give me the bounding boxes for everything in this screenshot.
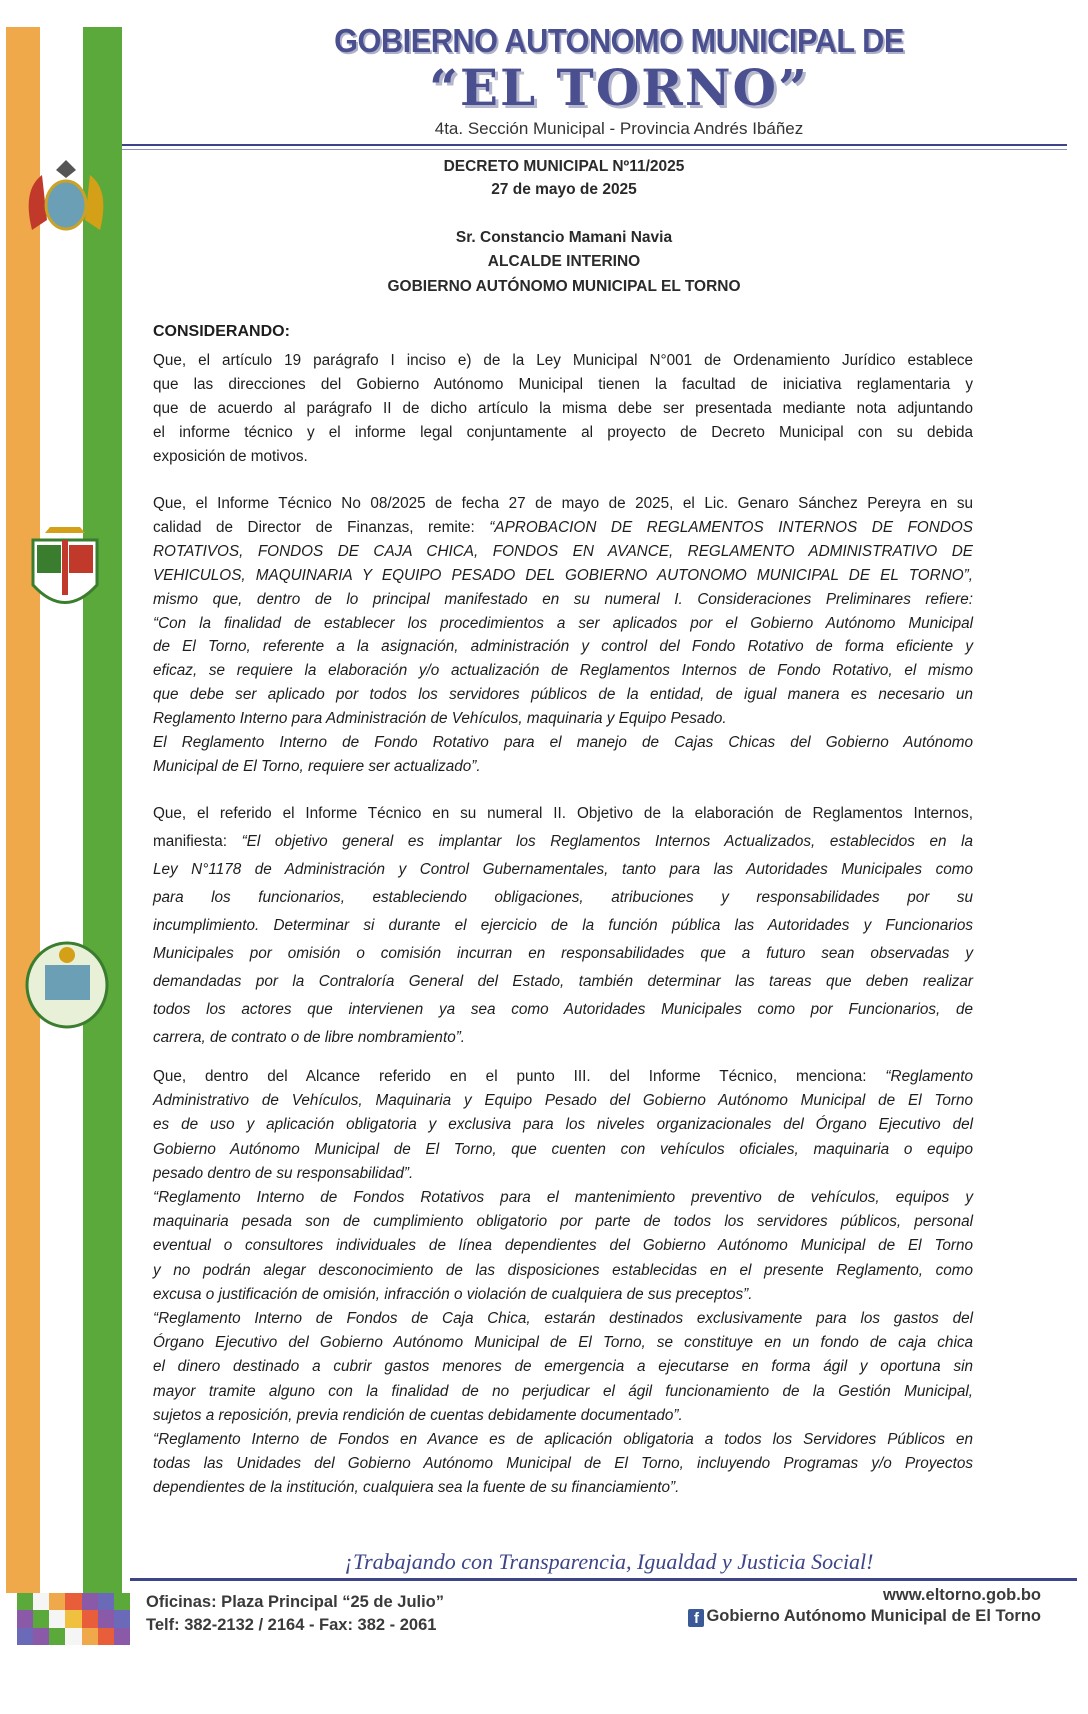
text-line xyxy=(153,588,973,612)
quoted-text: para los funcionarios, estableciendo obligaciones, atribuciones y responsabilidades por su xyxy=(153,889,973,906)
wiphala-cell xyxy=(17,1628,33,1645)
wiphala-cell xyxy=(114,1628,130,1645)
body-text: que las direcciones del Gobierno Autónomo Municipal tienen la facultad de iniciativa reglamentaria y xyxy=(153,376,973,393)
text-line xyxy=(153,996,973,1024)
footer-phones: Telf: 382-2132 / 2164 - Fax: 382 - 2061 xyxy=(146,1616,437,1634)
facebook-icon: f xyxy=(688,1609,704,1627)
text-line xyxy=(153,540,973,564)
signatory-institution: GOBIERNO AUTÓNOMO MUNICIPAL EL TORNO xyxy=(387,278,741,295)
body-text: Que, el Informe Técnico No 08/2025 de fecha 27 de mayo de 2025, el Lic. Genaro Sánchez Pereyra en su xyxy=(153,495,973,512)
quoted-text: que debe ser aplicado por todos los servidores públicos de la entidad, de igual manera es necesario un xyxy=(153,686,973,704)
quoted-text: Municipales por omisión o comisión incurran en responsabilidades que a futuro sean observadas y xyxy=(153,945,973,962)
text-line xyxy=(153,516,973,540)
text-line xyxy=(153,349,973,373)
quoted-text: VEHICULOS, MAQUINARIA Y EQUIPO PESADO DEL GOBIERNO AUTONOMO MUNICIPAL DE EL TORNO”, xyxy=(153,566,973,584)
header-divider xyxy=(122,144,1067,146)
quoted-text: y no podrán alegar desconocimiento de las disposiciones establecidas en el presente Reglamento, como xyxy=(153,1261,973,1279)
wiphala-cell xyxy=(17,1610,33,1627)
wiphala-cell xyxy=(98,1628,114,1645)
quoted-text: incumplimiento. Determinar si durante el ejercicio de la función pública las Autoridades y Funcionarios xyxy=(153,917,973,934)
bolivia-coat-of-arms-icon xyxy=(22,160,110,240)
wiphala-cell xyxy=(98,1593,114,1610)
quoted-text: eventual o consultores individuales de línea dependientes del Gobierno Autónomo Municipal de El Torno xyxy=(153,1237,973,1255)
quoted-text: “APROBACION DE REGLAMENTOS INTERNOS DE FONDOS xyxy=(489,518,973,536)
wiphala-cell xyxy=(65,1593,81,1610)
text-line xyxy=(153,1380,973,1404)
signatory-name: Sr. Constancio Mamani Navia xyxy=(455,229,673,246)
text-line xyxy=(153,492,973,516)
text-line xyxy=(153,1355,973,1379)
text-line xyxy=(153,968,973,996)
text-line xyxy=(153,397,973,421)
footer-divider xyxy=(130,1578,1077,1581)
body-text: que de acuerdo al parágrafo II de dicho artículo la misma debe ser presentada mediante nota adjuntando xyxy=(153,400,973,417)
footer-address: Oficinas: Plaza Principal “25 de Julio” xyxy=(146,1593,445,1611)
text-line xyxy=(153,1428,973,1452)
header-subtitle: 4ta. Sección Municipal - Provincia Andrés Ibáñez xyxy=(434,119,804,138)
text-line xyxy=(153,755,973,779)
paragraph xyxy=(153,349,973,469)
header-title: GOBIERNO AUTONOMO MUNICIPAL DE xyxy=(334,22,904,59)
wiphala-cell xyxy=(82,1628,98,1645)
text-line xyxy=(153,445,973,469)
text-line xyxy=(153,1283,973,1307)
quoted-text: sujetos a reposición, previa rendición de cuentas debidamente documentado”. xyxy=(153,1406,683,1424)
wiphala-cell xyxy=(33,1610,49,1627)
wiphala-cell xyxy=(49,1593,65,1610)
text-line xyxy=(153,731,973,755)
text-line xyxy=(153,635,973,659)
wiphala-cell xyxy=(65,1628,81,1645)
text-line xyxy=(153,940,973,968)
text-line xyxy=(153,1186,973,1210)
header-divider-thin xyxy=(122,149,1067,150)
wiphala-cell xyxy=(114,1593,130,1610)
text-line xyxy=(153,1162,973,1186)
quoted-text: dependientes de la institución, cualquiera sea la fuente de su financiamiento”. xyxy=(153,1479,680,1497)
text-line xyxy=(153,1452,973,1476)
quoted-text: carrera, de contrato o de libre nombramiento”. xyxy=(153,1029,466,1046)
body-text: manifiesta: xyxy=(153,833,242,850)
considerando-heading: CONSIDERANDO: xyxy=(153,323,290,340)
text-line xyxy=(153,612,973,636)
wiphala-cell xyxy=(82,1610,98,1627)
quoted-text: es de uso y aplicación obligatoria y exclusiva para los niveles organizacionales del Órgano Ejecutivo del xyxy=(153,1116,973,1134)
body-text: calidad de Director de Finanzas, remite: xyxy=(153,518,490,536)
wiphala-cell xyxy=(114,1610,130,1627)
decree-number: DECRETO MUNICIPAL Nº11/2025 xyxy=(443,158,685,175)
quoted-text: “El objetivo general es implantar los Reglamentos Internos Actualizados, establecidos en la xyxy=(241,833,973,850)
text-line xyxy=(153,800,973,828)
text-line xyxy=(153,707,973,731)
quoted-text: Gobierno Autónomo Municipal de El Torno, que cuenten con vehículos oficiales, maquinaria o equipo xyxy=(153,1140,973,1158)
text-line xyxy=(153,1210,973,1234)
green-flag-stripe xyxy=(83,27,122,1593)
quoted-text: todos los actores que intervienen ya sea como Autoridades Municipales como por Funcionarios, de xyxy=(153,1001,973,1018)
quoted-text: mayor tramite alguno con la finalidad de no perjudicar el ágil funcionamiento de la Gestión Municipal, xyxy=(153,1382,973,1400)
quoted-text: el dinero destinado a cubrir gastos menores de emergencia a ejecutarse en forma ágil y oportuna sin xyxy=(153,1358,973,1376)
facebook-page-name: Gobierno Autónomo Municipal de El Torno xyxy=(706,1607,1041,1625)
text-line xyxy=(153,828,973,856)
quoted-text: maquinaria pesada son de cumplimiento obligatorio por parte de todos los servidores públicos, personal xyxy=(153,1213,973,1231)
text-line xyxy=(153,912,973,940)
quoted-text: excusa o justificación de omisión, infracción o violación de cualquiera de sus preceptos”. xyxy=(153,1285,753,1303)
wiphala-cell xyxy=(33,1593,49,1610)
quoted-text: “Reglamento Interno de Fondos de Caja Chica, estarán destinados exclusivamente para los gastos del xyxy=(153,1310,973,1328)
body-text: Que, dentro del Alcance referido en el punto III. del Informe Técnico, menciona: xyxy=(153,1068,886,1085)
wiphala-cell xyxy=(82,1593,98,1610)
quoted-text: El Reglamento Interno de Fondo Rotativo para el manejo de Cajas Chicas del Gobierno Autónomo xyxy=(153,734,973,752)
footer-website[interactable]: www.eltorno.gob.bo xyxy=(883,1586,1041,1604)
footer-facebook[interactable] xyxy=(688,1607,1041,1627)
text-line xyxy=(153,564,973,588)
text-line xyxy=(153,683,973,707)
body-text: el informe técnico y el informe legal conjuntamente al proyecto de Decreto Municipal con su debida xyxy=(153,424,973,441)
text-line xyxy=(153,1024,973,1052)
body-text: Que, el artículo 19 parágrafo I inciso e) de la Ley Municipal N°001 de Ordenamiento Jurídico establece xyxy=(153,352,973,369)
text-line xyxy=(153,1138,973,1162)
signatory-role: ALCALDE INTERINO xyxy=(487,253,641,270)
text-line xyxy=(153,1113,973,1137)
quoted-text: todas las Unidades del Gobierno Autónomo Municipal de El Torno, incluyendo Programas y/o Proyectos xyxy=(153,1455,973,1473)
text-line xyxy=(153,856,973,884)
text-line xyxy=(153,1259,973,1283)
text-line xyxy=(153,1476,973,1500)
wiphala-cell xyxy=(33,1628,49,1645)
decree-date: 27 de mayo de 2025 xyxy=(491,181,637,198)
wiphala-cell xyxy=(49,1628,65,1645)
text-line xyxy=(153,1404,973,1428)
quoted-text: mismo que, dentro de lo principal manifestado en su numeral I. Consideraciones Preliminares refiere: xyxy=(153,590,973,608)
body-text: exposición de motivos. xyxy=(153,448,308,465)
text-line xyxy=(153,1307,973,1331)
quoted-text: “Con la finalidad de establecer los procedimientos a ser aplicados por el Gobierno Autónomo Municipal xyxy=(153,614,973,632)
quoted-text: demandadas por la Contraloría General del Estado, también determinar las tareas que deben realizar xyxy=(153,973,973,990)
text-line xyxy=(153,659,973,683)
quoted-text: ROTATIVOS, FONDOS DE CAJA CHICA, FONDOS EN AVANCE, REGLAMENTO ADMINISTRATIVO DE xyxy=(153,542,973,560)
quoted-text: de El Torno, referente a la asignación, administración y control del Fondo Rotativo de forma eficiente y xyxy=(153,638,973,656)
quoted-text: Administrativo de Vehículos, Maquinaria y Equipo Pesado del Gobierno Autónomo Municipal de El Torno xyxy=(153,1092,973,1110)
paragraph xyxy=(153,1065,973,1501)
paragraph xyxy=(153,492,973,779)
wiphala-flag-icon xyxy=(17,1593,130,1645)
text-line xyxy=(153,1089,973,1113)
footer-slogan: ¡Trabajando con Transparencia, Igualdad y Justicia Social! xyxy=(344,1549,874,1574)
text-line xyxy=(153,421,973,445)
paragraph xyxy=(153,800,973,1052)
quoted-text: “Reglamento Interno de Fondos Rotativos para el mantenimiento preventivo de vehículos, equipos y xyxy=(153,1189,973,1207)
wiphala-cell xyxy=(49,1610,65,1627)
quoted-text: Municipal de El Torno, requiere ser actualizado”. xyxy=(153,757,481,775)
orange-flag-stripe xyxy=(6,27,40,1593)
municipal-emblem-icon xyxy=(20,935,115,1030)
text-line xyxy=(153,1065,973,1089)
quoted-text: Reglamento Interno para Administración de Vehículos, maquinaria y Equipo Pesado. xyxy=(153,710,727,728)
wiphala-cell xyxy=(98,1610,114,1627)
quoted-text: Órgano Ejecutivo del Gobierno Autónomo Municipal de El Torno, se constituye en un fondo de caja chica xyxy=(153,1334,973,1352)
el-torno-shield-icon xyxy=(25,525,105,620)
quoted-text: Ley N°1178 de Administración y Control Gubernamentales, tanto para las Autoridades Municipales como xyxy=(153,861,973,878)
header-municipality-name: “EL TORNO” xyxy=(429,58,809,117)
text-line xyxy=(153,1331,973,1355)
text-line xyxy=(153,1234,973,1258)
body-text: Que, el referido el Informe Técnico en su numeral II. Objetivo de la elaboración de Reglamentos Internos, xyxy=(153,805,973,822)
wiphala-cell xyxy=(17,1593,33,1610)
text-line xyxy=(153,373,973,397)
quoted-text: pesado dentro de su responsabilidad”. xyxy=(153,1164,414,1182)
text-line xyxy=(153,884,973,912)
wiphala-cell xyxy=(65,1610,81,1627)
quoted-text: “Reglamento Interno de Fondos en Avance es de aplicación obligatoria a todos los Servidores Públicos en xyxy=(153,1431,973,1449)
quoted-text: “Reglamento xyxy=(885,1068,973,1085)
quoted-text: eficaz, se requiere la elaboración y/o actualización de Reglamentos Internos de Fondo Rotativo, el mismo xyxy=(153,662,973,680)
